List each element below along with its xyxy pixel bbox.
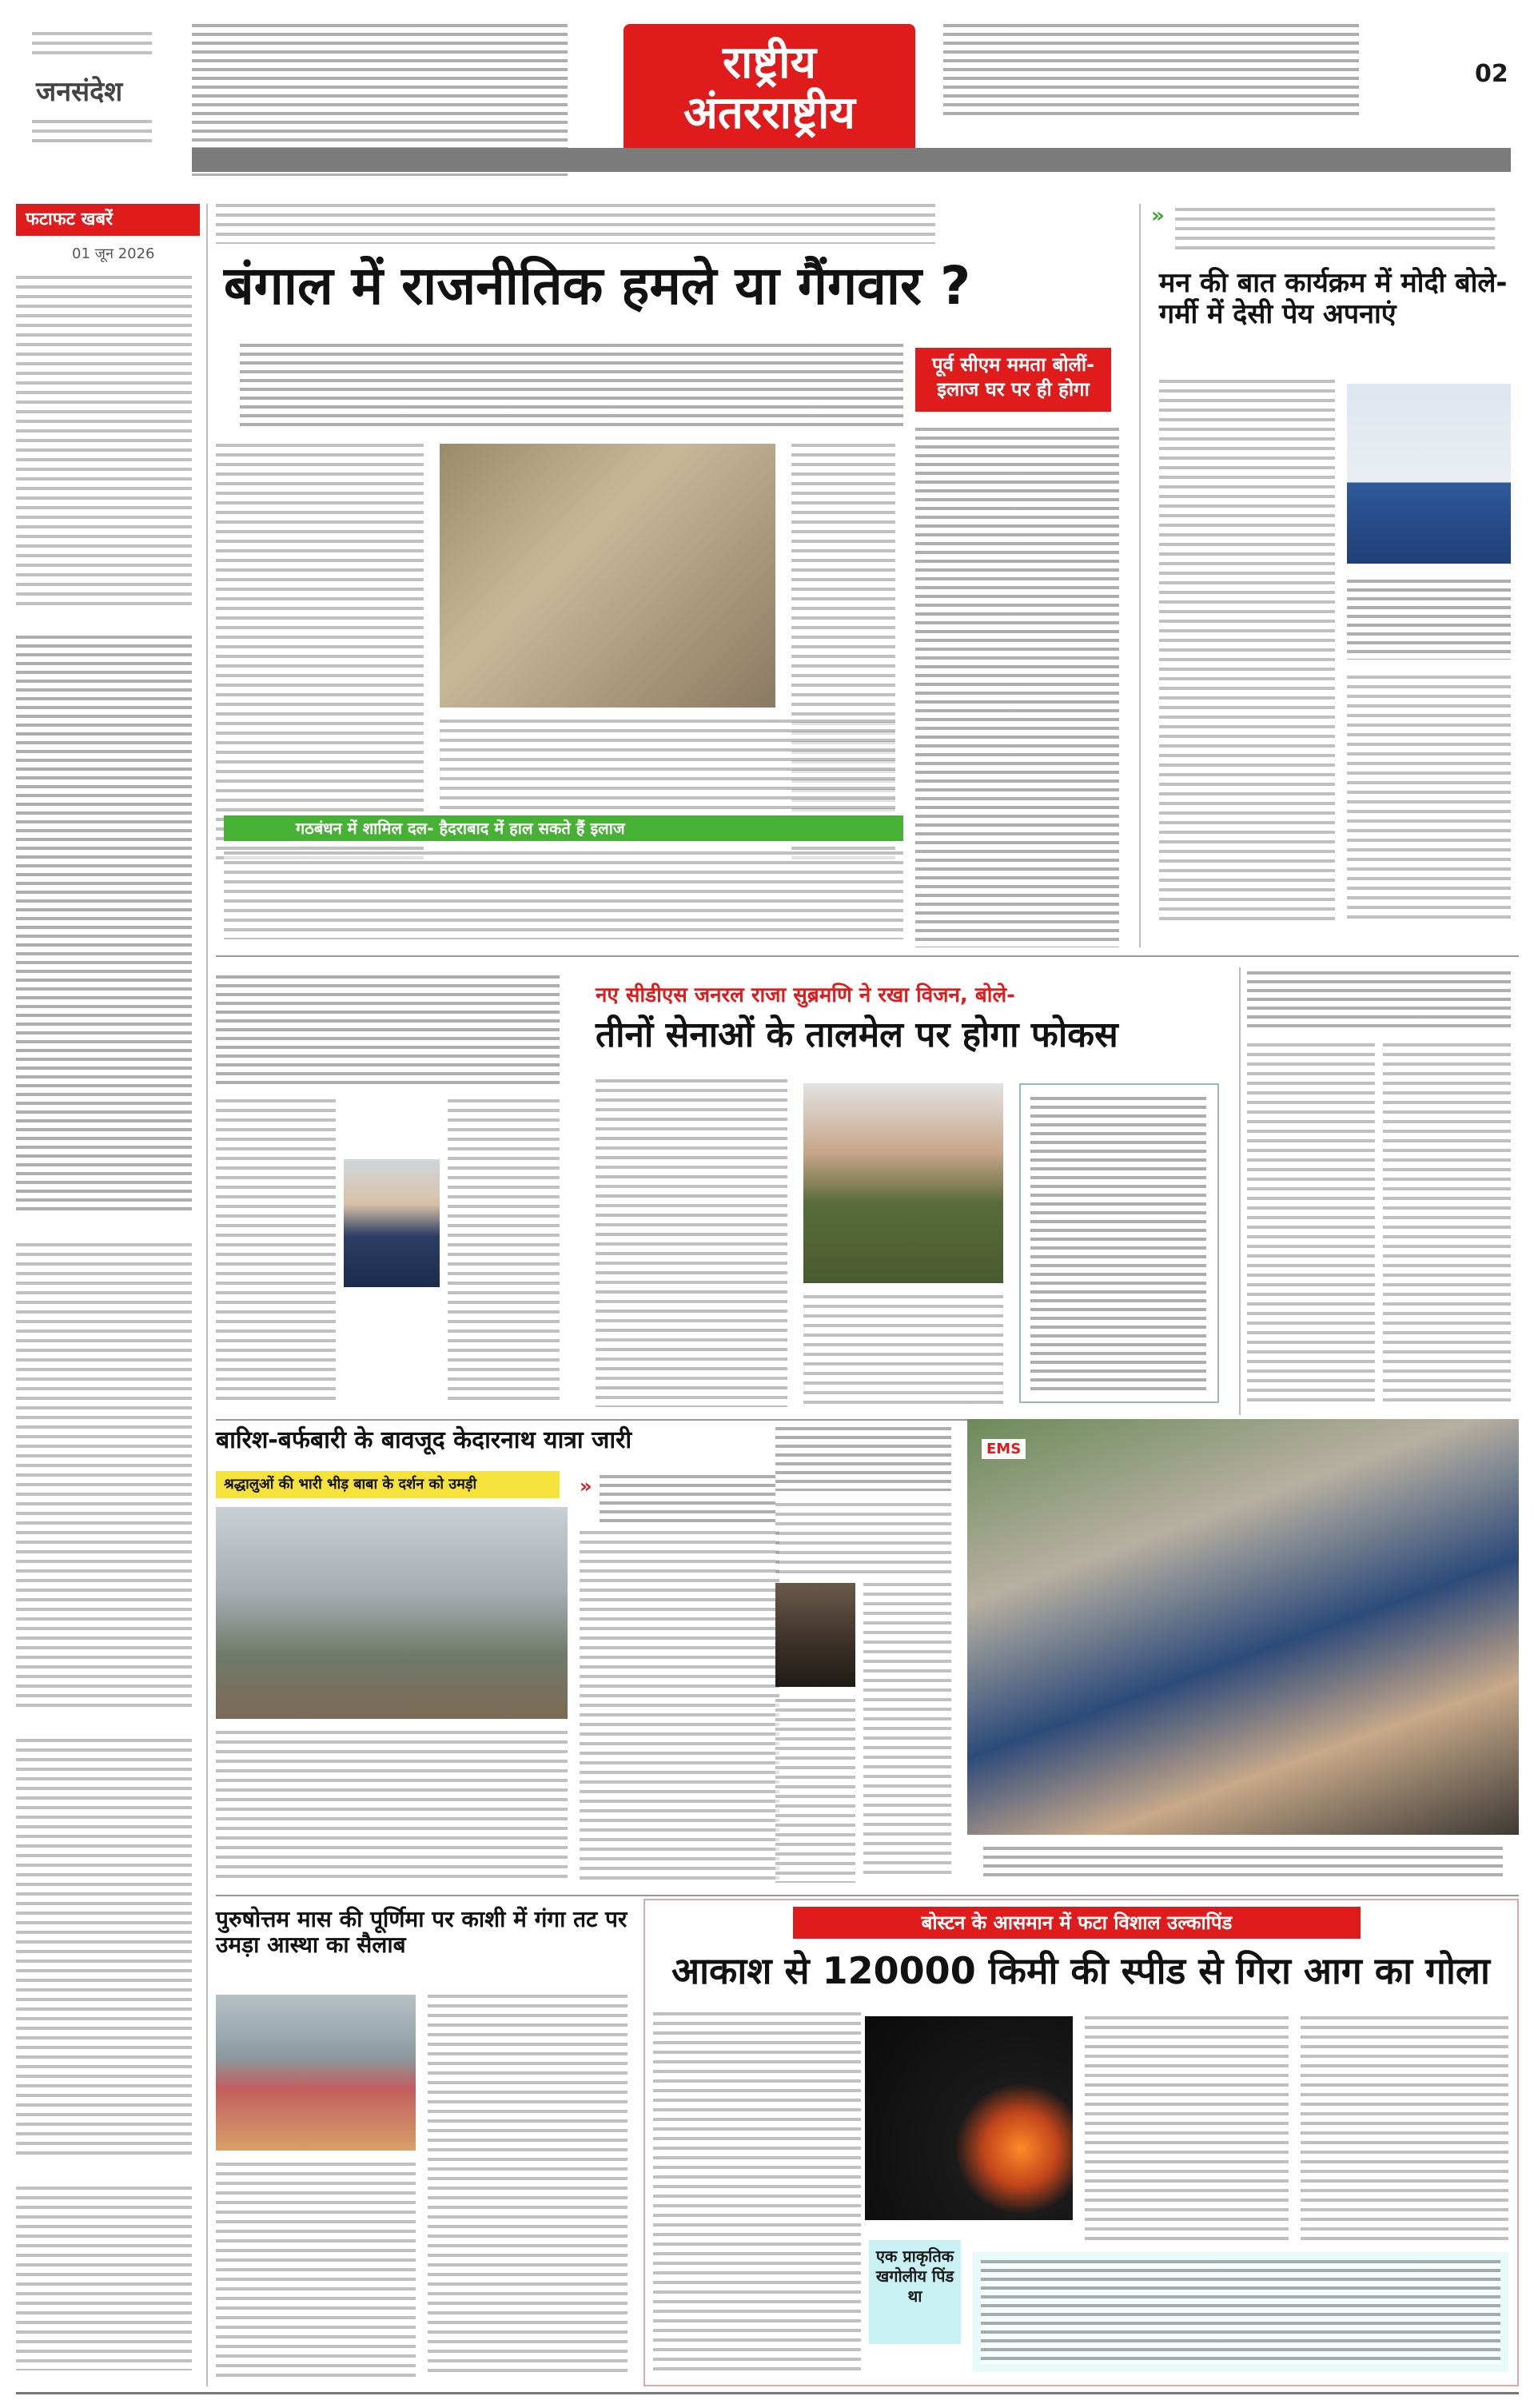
lead-photo xyxy=(440,444,775,708)
ganga-story xyxy=(216,1907,639,2386)
ganga-headline: पुरुषोत्तम मास की पूर्णिमा पर काशी में गंगा तट पर उमड़ा आस्था का सैलाब xyxy=(216,1906,628,1959)
meteor-photo xyxy=(865,2016,1073,2220)
kedarnath-story xyxy=(216,1427,791,1891)
lead-headline: बंगाल में राजनीतिक हमले या गैंगवार ? xyxy=(224,255,971,317)
priest-photo xyxy=(775,1583,855,1687)
cds-side-box xyxy=(1019,1083,1219,1403)
meteor-story xyxy=(643,1899,1519,2386)
date-line: 01 जून 2026 xyxy=(72,245,155,262)
brand-small-text: जनसंदेश xyxy=(36,76,123,108)
brand-logo xyxy=(24,24,168,152)
crowd-photo xyxy=(967,1419,1519,1835)
meteor-headline: आकाश से 120000 किमी की स्पीड से गिरा आग का गोला xyxy=(671,1949,1490,1992)
quick-news-label: फटाफट खबरें xyxy=(16,204,200,236)
lead-green-strip: गठबंधन में शामिल दल- हैदराबाद में हाल सकते हैं इलाज xyxy=(224,815,903,841)
cds-headline: तीनों सेनाओं के तालमेल पर होगा फोकस xyxy=(596,1015,1118,1055)
right-top-story xyxy=(1151,204,1519,923)
kicker-chevron-icon: » xyxy=(1151,204,1165,228)
modi-photo xyxy=(1347,384,1511,564)
left-column xyxy=(16,204,200,2386)
masthead xyxy=(0,0,1534,200)
sub-kicker-chevron-icon: » xyxy=(580,1475,592,1497)
lead-story xyxy=(216,204,1135,947)
meteor-kicker: बोस्टन के आसमान में फटा विशाल उल्कापिंड xyxy=(793,1907,1361,1939)
priest-story xyxy=(775,1427,959,1891)
right-top-headline: मन की बात कार्यक्रम में मोदी बोले- गर्मी में देसी पेय अपनाएं xyxy=(1159,267,1508,331)
meteor-callout: एक प्राकृतिक खगोलीय पिंड था xyxy=(869,2240,961,2344)
top-right-text xyxy=(943,24,1359,120)
cds-kicker: नए सीडीएस जनरल राजा सुब्रमणि ने रखा विजन, बोले- xyxy=(596,983,1015,1007)
mid-right-story xyxy=(1247,971,1519,1411)
boston-photo-block xyxy=(967,1419,1519,1891)
lead-side-box: पूर्व सीएम ममता बोलीं- इलाज घर पर ही होगा xyxy=(915,348,1111,412)
ganga-photo xyxy=(216,1995,416,2151)
masthead-rule xyxy=(192,148,1511,172)
general-photo xyxy=(803,1083,1003,1283)
meteor-bottom-box xyxy=(973,2252,1508,2372)
section-title-line1: राष्ट्रीय xyxy=(722,37,817,89)
cds-story xyxy=(580,967,1235,1415)
ems-logo: EMS xyxy=(982,1439,1026,1459)
kedarnath-yellow-strip: श्रद्धालुओं की भारी भीड़ बाबा के दर्शन को उमड़ी xyxy=(216,1471,560,1498)
businessman-photo xyxy=(344,1159,440,1287)
kedarnath-headline: बारिश-बर्फबारी के बावजूद केदारनाथ यात्रा जारी xyxy=(216,1426,632,1454)
page-number: 02 xyxy=(1475,60,1508,88)
mid-left-story xyxy=(216,967,568,1415)
section-title-line2: अंतरराष्ट्रीय xyxy=(683,86,855,139)
kedarnath-photo xyxy=(216,1507,568,1719)
